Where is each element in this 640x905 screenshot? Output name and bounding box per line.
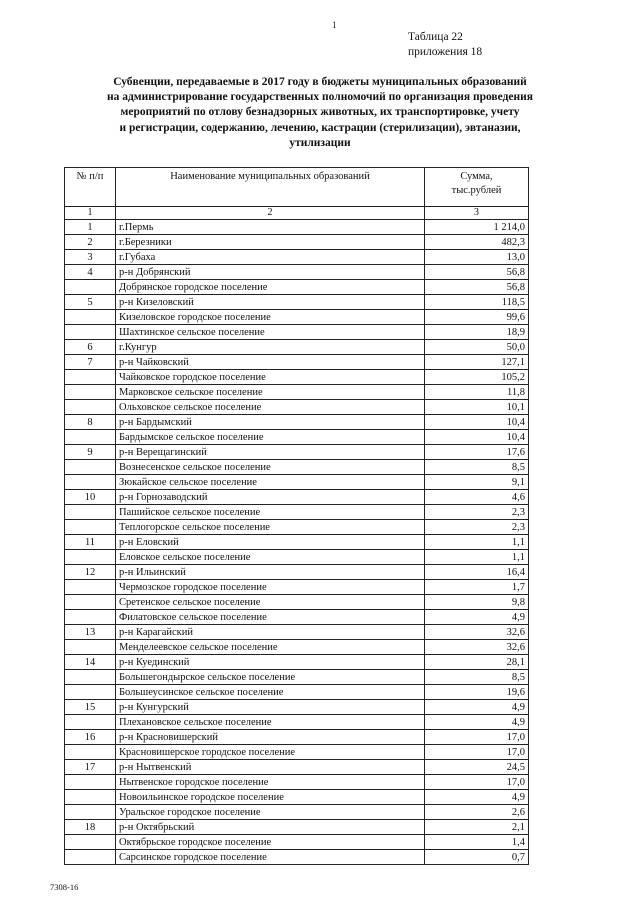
table-row	[65, 670, 529, 685]
row-name-cell: Добрянское городское поселение	[116, 280, 425, 295]
row-number-cell	[65, 640, 116, 655]
table-row	[65, 400, 529, 415]
table-row	[65, 730, 529, 745]
row-sum-cell: 4,9	[425, 790, 529, 805]
table-row	[65, 220, 529, 235]
row-number-cell	[65, 385, 116, 400]
row-sum-cell: 17,0	[425, 745, 529, 760]
title-line: Субвенции, передаваемые в 2017 году в бюджеты муниципальных образований	[113, 76, 527, 88]
row-name-cell: р-н Чайковский	[116, 355, 425, 370]
footer-code: 7308-16	[50, 882, 79, 892]
index-cell: 1	[65, 207, 116, 220]
title-line: утилизации	[289, 136, 351, 149]
row-sum-cell: 1,4	[425, 835, 529, 850]
row-name-cell: Плехановское сельское поселение	[116, 715, 425, 730]
row-sum-cell: 0,7	[425, 850, 529, 865]
row-number-cell	[65, 580, 116, 595]
row-number-cell	[65, 280, 116, 295]
row-sum-cell: 32,6	[425, 640, 529, 655]
row-sum-cell: 4,6	[425, 490, 529, 505]
header-sum-line2: тыс.рублей	[451, 185, 502, 196]
row-name-cell: Менделеевское сельское поселение	[116, 640, 425, 655]
row-number-cell: 7	[65, 355, 116, 370]
row-sum-cell: 105,2	[425, 370, 529, 385]
row-number-cell: 14	[65, 655, 116, 670]
row-name-cell: Теплогорское сельское поселение	[116, 520, 425, 535]
row-sum-cell: 28,1	[425, 655, 529, 670]
row-name-cell: Еловское сельское поселение	[116, 550, 425, 565]
row-number-cell	[65, 805, 116, 820]
table-reference	[408, 30, 482, 60]
document-title	[60, 75, 580, 151]
table-row	[65, 415, 529, 430]
row-number-cell	[65, 670, 116, 685]
row-number-cell: 18	[65, 820, 116, 835]
title-line: и регистрации, содержанию, лечению, кастрации (стерилизации), эвтаназии,	[119, 121, 521, 134]
row-sum-cell: 32,6	[425, 625, 529, 640]
table-row	[65, 235, 529, 250]
table-row	[65, 655, 529, 670]
row-number-cell	[65, 835, 116, 850]
row-name-cell: Марковское сельское поселение	[116, 385, 425, 400]
header-num: № п/п	[65, 168, 116, 207]
row-name-cell: р-н Добрянский	[116, 265, 425, 280]
row-number-cell: 13	[65, 625, 116, 640]
row-name-cell: г.Березники	[116, 235, 425, 250]
row-number-cell: 9	[65, 445, 116, 460]
row-number-cell	[65, 400, 116, 415]
row-name-cell: р-н Красновишерский	[116, 730, 425, 745]
row-sum-cell: 56,8	[425, 265, 529, 280]
table-row	[65, 640, 529, 655]
table-row	[65, 430, 529, 445]
table-row	[65, 610, 529, 625]
row-number-cell: 8	[65, 415, 116, 430]
table-row	[65, 385, 529, 400]
row-name-cell: г.Пермь	[116, 220, 425, 235]
row-sum-cell: 99,6	[425, 310, 529, 325]
table-header-row	[65, 168, 529, 207]
row-name-cell: р-н Верещагинский	[116, 445, 425, 460]
table-row	[65, 805, 529, 820]
row-name-cell: Красновишерское городское поселение	[116, 745, 425, 760]
row-number-cell	[65, 850, 116, 865]
row-name-cell: р-н Октябрьский	[116, 820, 425, 835]
row-sum-cell: 56,8	[425, 280, 529, 295]
row-number-cell: 10	[65, 490, 116, 505]
row-number-cell: 2	[65, 235, 116, 250]
table-row	[65, 475, 529, 490]
table-row	[65, 250, 529, 265]
table-row	[65, 370, 529, 385]
table-row	[65, 565, 529, 580]
row-name-cell: Чермозское городское поселение	[116, 580, 425, 595]
row-number-cell	[65, 715, 116, 730]
row-name-cell: р-н Бардымский	[116, 415, 425, 430]
row-sum-cell: 11,8	[425, 385, 529, 400]
table-row	[65, 295, 529, 310]
row-number-cell: 12	[65, 565, 116, 580]
row-number-cell: 15	[65, 700, 116, 715]
row-sum-cell: 13,0	[425, 250, 529, 265]
row-name-cell: р-н Кунгурский	[116, 700, 425, 715]
row-number-cell: 16	[65, 730, 116, 745]
row-sum-cell: 1,1	[425, 535, 529, 550]
table-row	[65, 850, 529, 865]
row-name-cell: Бардымское сельское поселение	[116, 430, 425, 445]
row-name-cell: р-н Куединский	[116, 655, 425, 670]
title-line: на администрирование государственных полномочий по организация проведения	[106, 91, 533, 104]
row-number-cell: 17	[65, 760, 116, 775]
table-row	[65, 490, 529, 505]
table-row	[65, 835, 529, 850]
row-number-cell	[65, 505, 116, 520]
row-name-cell: р-н Карагайский	[116, 625, 425, 640]
table-row	[65, 550, 529, 565]
row-sum-cell: 2,3	[425, 520, 529, 535]
row-sum-cell: 4,9	[425, 715, 529, 730]
table-row	[65, 460, 529, 475]
row-name-cell: Октябрьское городское поселение	[116, 835, 425, 850]
table-row	[65, 355, 529, 370]
table-row	[65, 340, 529, 355]
row-number-cell: 11	[65, 535, 116, 550]
row-sum-cell: 10,4	[425, 415, 529, 430]
row-name-cell: Уральское городское поселение	[116, 805, 425, 820]
row-sum-cell: 482,3	[425, 235, 529, 250]
row-sum-cell: 10,1	[425, 400, 529, 415]
row-name-cell: р-н Кизеловский	[116, 295, 425, 310]
row-sum-cell: 118,5	[425, 295, 529, 310]
row-number-cell: 4	[65, 265, 116, 280]
row-name-cell: Чайковское городское поселение	[116, 370, 425, 385]
row-name-cell: Кизеловское городское поселение	[116, 310, 425, 325]
row-name-cell: р-н Еловский	[116, 535, 425, 550]
table-row	[65, 760, 529, 775]
row-sum-cell: 2,6	[425, 805, 529, 820]
row-sum-cell: 127,1	[425, 355, 529, 370]
row-number-cell	[65, 430, 116, 445]
row-sum-cell: 10,4	[425, 430, 529, 445]
index-cell: 3	[425, 207, 529, 220]
table-row	[65, 595, 529, 610]
row-sum-cell: 1,7	[425, 580, 529, 595]
table-row	[65, 535, 529, 550]
row-number-cell	[65, 475, 116, 490]
row-name-cell: р-н Нытвенский	[116, 760, 425, 775]
table-row	[65, 520, 529, 535]
row-name-cell: Шахтинское сельское поселение	[116, 325, 425, 340]
row-sum-cell: 4,9	[425, 700, 529, 715]
row-sum-cell: 4,9	[425, 610, 529, 625]
page-number: 1	[332, 20, 337, 30]
table-row	[65, 775, 529, 790]
row-name-cell: Зюкайское сельское поселение	[116, 475, 425, 490]
row-sum-cell: 19,6	[425, 685, 529, 700]
appendix-label: приложения 18	[408, 46, 483, 58]
row-name-cell: Вознесенское сельское поселение	[116, 460, 425, 475]
row-number-cell	[65, 310, 116, 325]
row-name-cell: Филатовское сельское поселение	[116, 610, 425, 625]
table-row	[65, 265, 529, 280]
index-cell: 2	[116, 207, 425, 220]
table-row	[65, 325, 529, 340]
row-sum-cell: 17,6	[425, 445, 529, 460]
row-sum-cell: 24,5	[425, 760, 529, 775]
row-sum-cell: 2,3	[425, 505, 529, 520]
row-number-cell	[65, 790, 116, 805]
row-sum-cell: 2,1	[425, 820, 529, 835]
row-sum-cell: 8,5	[425, 670, 529, 685]
row-name-cell: р-н Горнозаводский	[116, 490, 425, 505]
row-number-cell	[65, 685, 116, 700]
row-number-cell: 3	[65, 250, 116, 265]
row-sum-cell: 17,0	[425, 730, 529, 745]
row-sum-cell: 1 214,0	[425, 220, 529, 235]
row-number-cell	[65, 745, 116, 760]
row-sum-cell: 18,9	[425, 325, 529, 340]
row-name-cell: Пашийское сельское поселение	[116, 505, 425, 520]
table-row	[65, 625, 529, 640]
row-number-cell	[65, 325, 116, 340]
row-name-cell: Сарсинское городское поселение	[116, 850, 425, 865]
table-row	[65, 580, 529, 595]
row-name-cell: г.Кунгур	[116, 340, 425, 355]
row-sum-cell: 9,1	[425, 475, 529, 490]
table-index-row	[65, 207, 529, 220]
header-name: Наименование муниципальных образований	[116, 168, 425, 207]
row-sum-cell: 1,1	[425, 550, 529, 565]
row-name-cell: р-н Ильинский	[116, 565, 425, 580]
row-number-cell	[65, 520, 116, 535]
row-name-cell: Большеусинское сельское поселение	[116, 685, 425, 700]
row-number-cell	[65, 610, 116, 625]
row-sum-cell: 17,0	[425, 775, 529, 790]
row-sum-cell: 16,4	[425, 565, 529, 580]
row-name-cell: Большегондырское сельское поселение	[116, 670, 425, 685]
row-name-cell: Ольховское сельское поселение	[116, 400, 425, 415]
row-number-cell	[65, 775, 116, 790]
row-number-cell: 5	[65, 295, 116, 310]
table-label: Таблица 22	[408, 31, 463, 43]
row-name-cell: Новоильинское городское поселение	[116, 790, 425, 805]
table-row	[65, 820, 529, 835]
row-number-cell: 1	[65, 220, 116, 235]
header-sum	[425, 168, 529, 207]
row-sum-cell: 8,5	[425, 460, 529, 475]
row-sum-cell: 50,0	[425, 340, 529, 355]
table-row	[65, 790, 529, 805]
row-name-cell: Нытвенское городское поселение	[116, 775, 425, 790]
table-row	[65, 700, 529, 715]
subsidy-table	[64, 167, 529, 865]
row-sum-cell: 9,8	[425, 595, 529, 610]
row-name-cell: г.Губаха	[116, 250, 425, 265]
table-row	[65, 505, 529, 520]
row-name-cell: Сретенское сельское поселение	[116, 595, 425, 610]
row-number-cell	[65, 595, 116, 610]
table-row	[65, 445, 529, 460]
table-row	[65, 745, 529, 760]
title-line: мероприятий по отлову безнадзорных животных, их транспортировке, учету	[120, 106, 520, 119]
table-row	[65, 280, 529, 295]
table-row	[65, 715, 529, 730]
table-row	[65, 685, 529, 700]
header-sum-line1: Сумма,	[460, 171, 493, 182]
row-number-cell	[65, 460, 116, 475]
table-row	[65, 310, 529, 325]
row-number-cell	[65, 370, 116, 385]
row-number-cell: 6	[65, 340, 116, 355]
row-number-cell	[65, 550, 116, 565]
